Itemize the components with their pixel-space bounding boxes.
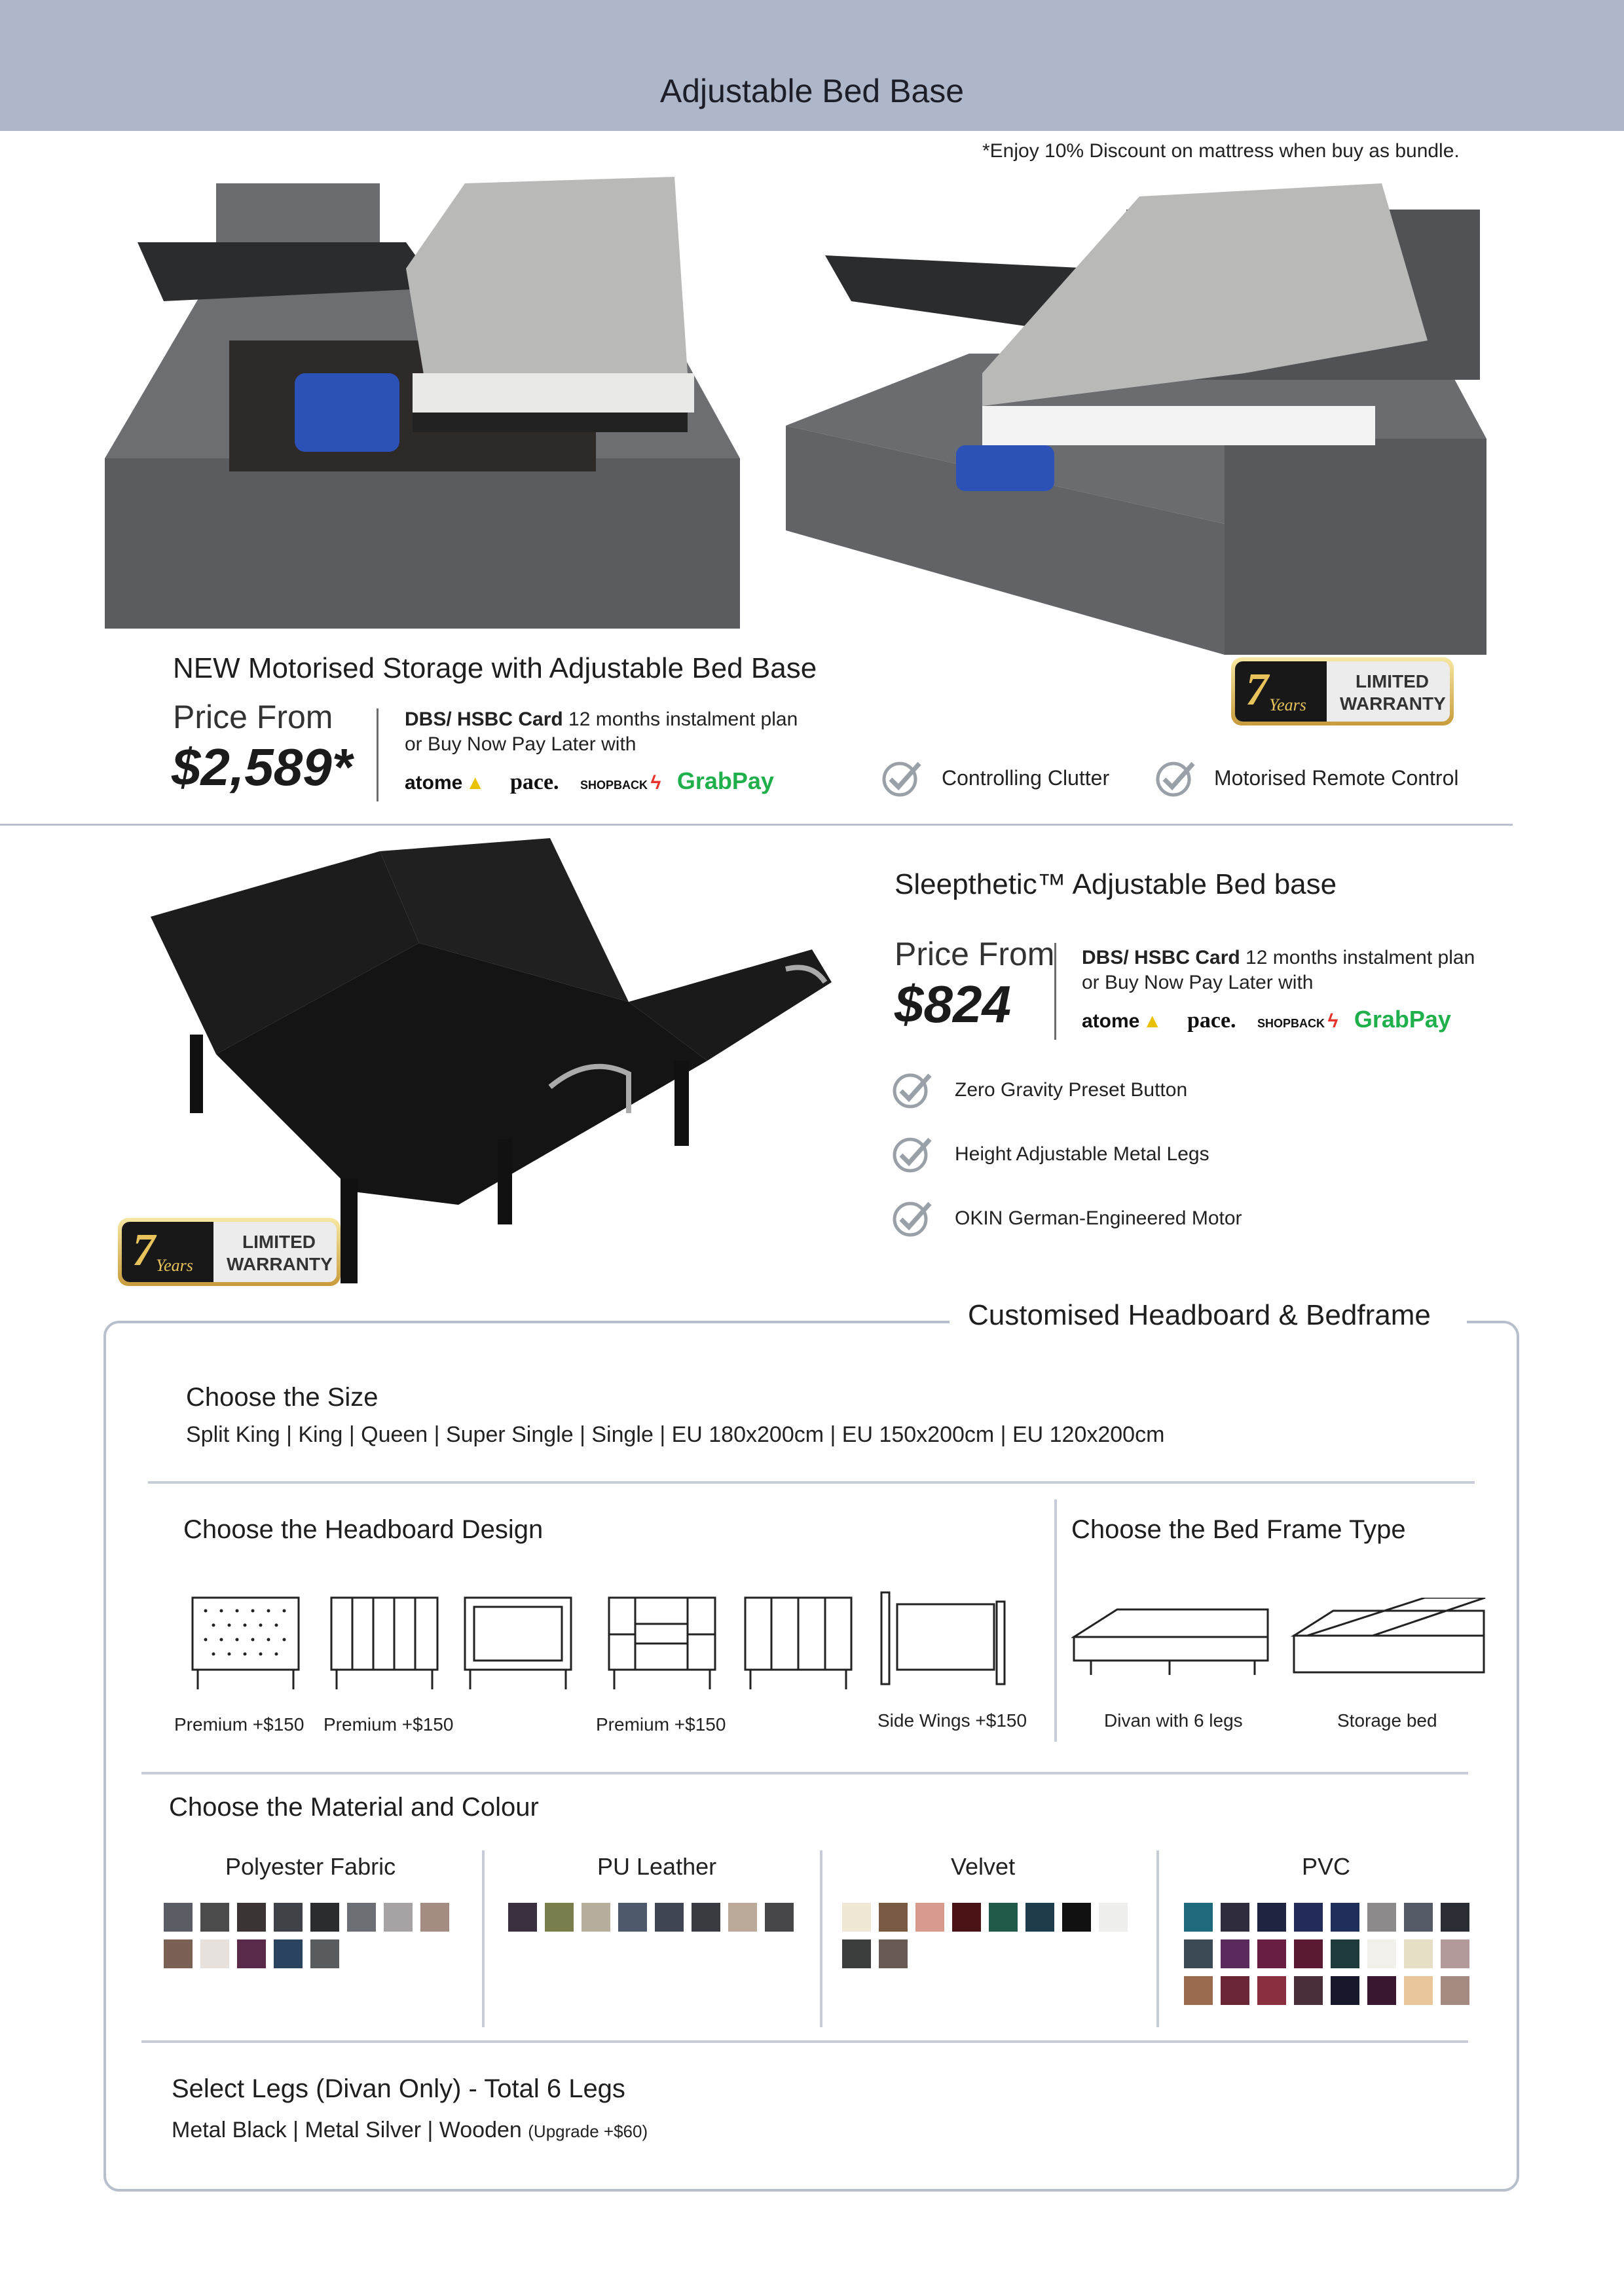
frame-type-caption: Divan with 6 legs <box>1104 1710 1243 1731</box>
divider <box>820 1850 822 2027</box>
material-title: Velvet <box>951 1853 1016 1880</box>
colour-swatch[interactable] <box>1331 1939 1359 1968</box>
product2-price: $824 <box>895 975 1011 1033</box>
storage-bed-photo-right <box>786 157 1513 668</box>
product1-price: $2,589* <box>172 738 352 796</box>
product2-title: Sleepthetic™ Adjustable Bed base <box>895 868 1337 900</box>
colour-swatch[interactable] <box>879 1939 908 1968</box>
colour-swatch[interactable] <box>1404 1976 1433 2005</box>
colour-swatch[interactable] <box>1367 1903 1396 1932</box>
product1-plan-text: 12 months instalment plan <box>568 708 798 730</box>
frame-heading: Choose the Bed Frame Type <box>1071 1515 1406 1544</box>
colour-swatch[interactable] <box>1441 1939 1469 1968</box>
shopback-logo: SHOPBACK <box>580 779 648 792</box>
legs-options-text: Metal Black | Metal Silver | Wooden <box>172 2118 522 2142</box>
check-circle-icon <box>892 1197 934 1239</box>
product1-plan <box>405 707 798 757</box>
colour-swatch[interactable] <box>164 1903 193 1932</box>
product1-payment-logos <box>405 767 774 795</box>
product2-feature: Zero Gravity Preset Button <box>955 1079 1188 1101</box>
material-title: Polyester Fabric <box>225 1853 396 1880</box>
colour-swatch[interactable] <box>237 1939 266 1968</box>
divider <box>141 1772 1468 1774</box>
warranty-number: 7 <box>132 1225 155 1276</box>
product2-divider <box>1054 943 1056 1040</box>
colour-swatch[interactable] <box>384 1903 413 1932</box>
frame-type-caption: Storage bed <box>1337 1710 1437 1731</box>
divider <box>1156 1850 1159 2027</box>
colour-swatch[interactable] <box>581 1903 610 1932</box>
colour-swatch[interactable] <box>728 1903 757 1932</box>
storage-bed-photo-left <box>98 157 747 642</box>
divider <box>148 1481 1475 1484</box>
colour-swatch[interactable] <box>1025 1903 1054 1932</box>
colour-swatch[interactable] <box>618 1903 647 1932</box>
headboard-caption: Premium +$150 <box>323 1714 454 1735</box>
colour-swatch[interactable] <box>1221 1939 1249 1968</box>
discount-note: *Enjoy 10% Discount on mattress when buy as bundle. <box>982 140 1460 162</box>
product1-title: NEW Motorised Storage with Adjustable Bed Base <box>173 652 817 684</box>
legs-upgrade: (Upgrade +$60) <box>528 2122 648 2141</box>
warranty-line1: LIMITED <box>242 1232 316 1252</box>
product2-payment-logos <box>1082 1006 1451 1033</box>
colour-swatch[interactable] <box>164 1939 193 1968</box>
product1-feature: Controlling Clutter <box>942 766 1110 790</box>
colour-swatch[interactable] <box>842 1903 871 1932</box>
colour-swatch[interactable] <box>879 1903 908 1932</box>
colour-swatch[interactable] <box>200 1903 229 1932</box>
colour-swatch[interactable] <box>508 1903 537 1932</box>
product1-feature: Motorised Remote Control <box>1214 766 1459 790</box>
colour-swatch[interactable] <box>1367 1939 1396 1968</box>
material-title: PVC <box>1302 1853 1351 1880</box>
colour-swatch[interactable] <box>842 1939 871 1968</box>
shopback-bolt-icon: ϟ <box>1327 1010 1338 1032</box>
legs-heading: Select Legs (Divan Only) - Total 6 Legs <box>172 2074 625 2103</box>
colour-swatch[interactable] <box>274 1903 303 1932</box>
colour-swatch[interactable] <box>1221 1903 1249 1932</box>
warranty-line2: WARRANTY <box>227 1254 333 1274</box>
grabpay-logo: GrabPay <box>676 767 774 794</box>
product2-plan-card: DBS/ HSBC Card <box>1082 947 1240 968</box>
legs-options <box>172 2118 648 2143</box>
colour-swatch[interactable] <box>1184 1976 1213 2005</box>
colour-swatch[interactable] <box>1441 1976 1469 2005</box>
warranty-years: Years <box>1269 695 1306 714</box>
colour-swatch[interactable] <box>237 1903 266 1932</box>
section-divider <box>0 824 1513 826</box>
headboard-caption: Side Wings +$150 <box>877 1710 1027 1731</box>
colour-swatch[interactable] <box>1331 1976 1359 2005</box>
colour-swatch[interactable] <box>1294 1976 1323 2005</box>
divider <box>1054 1499 1057 1742</box>
product2-plan-bnpl: or Buy Now Pay Later with <box>1082 972 1314 993</box>
material-heading: Choose the Material and Colour <box>169 1793 539 1822</box>
colour-swatch[interactable] <box>915 1903 944 1932</box>
warranty-line1: LIMITED <box>1356 671 1429 691</box>
pace-logo: pace. <box>1187 1008 1236 1033</box>
colour-swatch[interactable] <box>545 1903 574 1932</box>
colour-swatch[interactable] <box>1404 1939 1433 1968</box>
colour-swatch[interactable] <box>310 1939 339 1968</box>
product2-warranty-badge <box>118 1218 341 1286</box>
atome-logo: atome <box>1082 1010 1140 1032</box>
colour-swatch[interactable] <box>1221 1976 1249 2005</box>
product1-plan-card: DBS/ HSBC Card <box>405 708 563 730</box>
colour-swatch[interactable] <box>692 1903 720 1932</box>
customisation-title: Customised Headboard & Bedframe <box>968 1299 1431 1331</box>
frame-type-drawings <box>1071 1598 1490 1696</box>
product2-feature: Height Adjustable Metal Legs <box>955 1143 1209 1165</box>
atome-mark-icon: ▲ <box>1142 1010 1162 1032</box>
grabpay-logo: GrabPay <box>1354 1006 1451 1033</box>
colour-swatch[interactable] <box>765 1903 794 1932</box>
colour-swatch[interactable] <box>1099 1903 1128 1932</box>
colour-swatch[interactable] <box>1331 1903 1359 1932</box>
colour-swatch[interactable] <box>420 1903 449 1932</box>
colour-swatch[interactable] <box>1257 1939 1286 1968</box>
check-circle-icon <box>892 1133 934 1175</box>
colour-swatch[interactable] <box>989 1903 1018 1932</box>
product1-price-from: Price From <box>173 699 333 735</box>
pace-logo: pace. <box>509 770 559 794</box>
colour-swatch[interactable] <box>1257 1903 1286 1932</box>
headboard-designs <box>190 1591 1054 1702</box>
product1-plan-bnpl: or Buy Now Pay Later with <box>405 733 637 755</box>
colour-swatch[interactable] <box>1367 1976 1396 2005</box>
size-options: Split King | King | Queen | Super Single | Single | EU 180x200cm | EU 150x200cm | EU 120x200cm <box>186 1422 1165 1447</box>
header-band <box>0 0 1624 131</box>
customisation-panel <box>103 1321 1519 2192</box>
shopback-logo: SHOPBACK <box>1257 1017 1325 1030</box>
colour-swatch[interactable] <box>952 1903 981 1932</box>
product1-divider <box>377 708 378 801</box>
atome-logo: atome <box>405 772 463 794</box>
colour-swatch[interactable] <box>1404 1903 1433 1932</box>
colour-swatch[interactable] <box>1257 1976 1286 2005</box>
colour-swatch[interactable] <box>347 1903 376 1932</box>
divider <box>141 2040 1468 2043</box>
warranty-years: Years <box>156 1256 193 1275</box>
colour-swatch[interactable] <box>1184 1903 1213 1932</box>
product2-feature: OKIN German-Engineered Motor <box>955 1207 1242 1229</box>
warranty-line2: WARRANTY <box>1340 693 1446 714</box>
material-title: PU Leather <box>597 1853 717 1880</box>
colour-swatch[interactable] <box>1441 1903 1469 1932</box>
page-title: Adjustable Bed Base <box>659 73 965 109</box>
colour-swatch[interactable] <box>200 1939 229 1968</box>
headboard-heading: Choose the Headboard Design <box>183 1515 544 1544</box>
product2-plan <box>1082 946 1475 995</box>
divider <box>482 1850 485 2027</box>
atome-mark-icon: ▲ <box>465 772 485 794</box>
colour-swatch[interactable] <box>1294 1903 1323 1932</box>
colour-swatch[interactable] <box>310 1903 339 1932</box>
headboard-caption: Premium +$150 <box>596 1714 726 1735</box>
shopback-bolt-icon: ϟ <box>650 772 661 794</box>
warranty-number: 7 <box>1246 665 1268 715</box>
product2-plan-text: 12 months instalment plan <box>1246 947 1475 968</box>
headboard-caption: Premium +$150 <box>174 1714 304 1735</box>
check-circle-icon <box>881 757 923 799</box>
colour-swatch[interactable] <box>655 1903 684 1932</box>
product1-warranty-badge <box>1231 657 1454 726</box>
colour-swatch[interactable] <box>1184 1939 1213 1968</box>
colour-swatch[interactable] <box>1062 1903 1091 1932</box>
colour-swatch[interactable] <box>1294 1939 1323 1968</box>
size-heading: Choose the Size <box>186 1383 378 1412</box>
check-circle-icon <box>1155 757 1197 799</box>
colour-swatch[interactable] <box>274 1939 303 1968</box>
product2-price-from: Price From <box>895 936 1055 972</box>
check-circle-icon <box>892 1069 934 1111</box>
